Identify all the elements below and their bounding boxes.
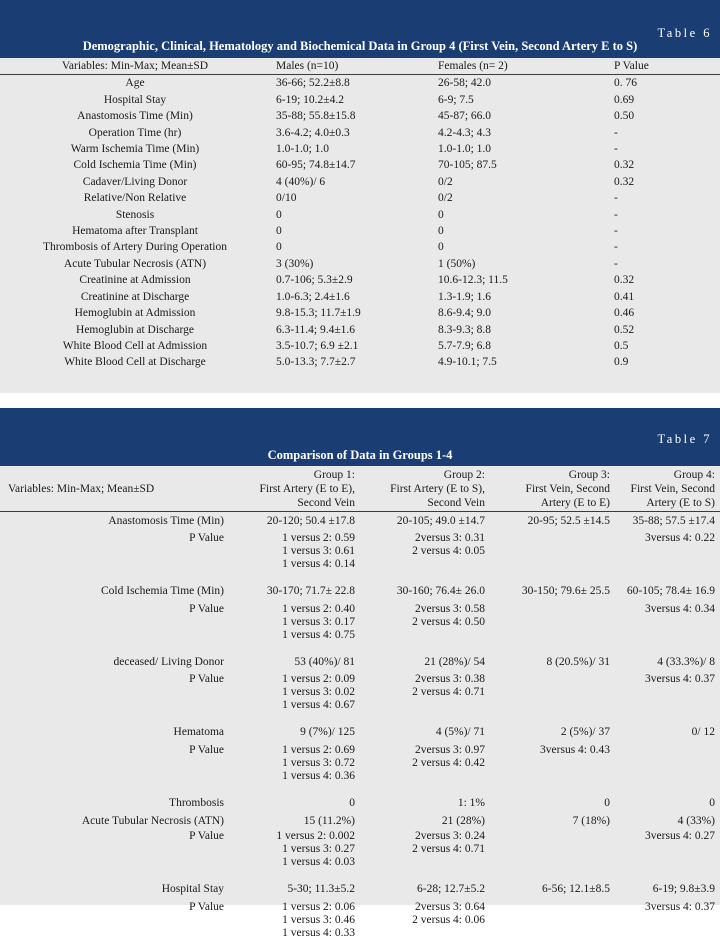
cell-line: 2 versus 4: 0.42: [412, 756, 485, 769]
table-row: [0, 322, 720, 338]
table-cell: [490, 829, 615, 880]
cell-line: 3versus 4: 0.37: [645, 673, 715, 686]
cell-line: 6-56; 12.1±8.5: [542, 883, 610, 896]
cell-line: 2 (5%)/ 37: [560, 726, 610, 739]
table-cell: [230, 531, 360, 582]
table-cell: 60-95; 74.8±14.7: [276, 159, 356, 172]
table-cell: [0, 653, 230, 672]
table-cell: -: [614, 241, 618, 254]
table-row: [0, 723, 720, 742]
table-cell: Relative/Non Relative: [83, 192, 187, 205]
table-cell: [0, 880, 230, 899]
cell-line: 3versus 4: 0.34: [645, 602, 715, 615]
table-cell: Stenosis: [115, 208, 155, 221]
table-cell: [615, 813, 720, 829]
table-cell: [490, 512, 615, 532]
cell-line: P Value: [189, 830, 224, 843]
table-cell: 9.8-15.3; 11.7±1.9: [276, 307, 361, 320]
table-cell: [230, 813, 360, 829]
table-cell: [230, 794, 360, 813]
table-cell: Acute Tubular Necrosis (ATN): [63, 257, 207, 270]
cell-line: 1 versus 3: 0.72: [282, 756, 355, 769]
table-6-header: [0, 0, 720, 58]
table-cell: Warm Ischemia Time (Min): [70, 143, 200, 156]
table-cell: [230, 672, 360, 723]
cell-line: 20-95; 52.5 ±14.5: [527, 515, 610, 527]
table-cell: 4.9-10.1; 7.5: [438, 356, 497, 369]
table-row: [0, 174, 720, 190]
cell-line: 2versus 3: 0.38: [415, 673, 485, 686]
cell-line: Hospital Stay: [161, 883, 224, 896]
cell-line: 0: [604, 796, 610, 809]
cell-line: P Value: [189, 673, 224, 686]
cell-line: Hematoma: [173, 726, 224, 739]
table-cell: [615, 582, 720, 601]
cell-line: 1 versus 2: 0.09: [282, 673, 355, 686]
table-row: [0, 141, 720, 157]
table-cell: 4.2-4.3; 4.3: [438, 126, 492, 139]
table-cell: 26-58; 42.0: [438, 77, 492, 90]
table-cell: [230, 602, 360, 653]
table-cell: [0, 813, 230, 829]
column-header-line: Group 3:: [568, 469, 610, 481]
cell-line: 2 versus 4: 0.05: [412, 545, 485, 558]
table-cell: [360, 582, 490, 601]
table-6-panel: [0, 0, 720, 393]
column-header-line: Group 1:: [313, 469, 355, 481]
column-header-line: Second Vein: [427, 497, 485, 509]
table-cell: 0.7-106; 5.3±2.9: [276, 274, 353, 287]
cell-line: 1: 1%: [457, 796, 485, 809]
table-cell: [490, 723, 615, 742]
table-row: [0, 305, 720, 321]
table-cell: -: [614, 126, 618, 139]
table-cell: [615, 829, 720, 880]
table-cell: [360, 602, 490, 653]
column-header: [230, 466, 360, 512]
table-cell: 0.5: [614, 339, 629, 352]
table-7-header: [0, 408, 720, 466]
table-row: [0, 813, 720, 829]
table-row: [0, 289, 720, 305]
table-6-body: [0, 75, 720, 371]
column-header-line: Second Vein: [297, 497, 355, 509]
table-row: [0, 207, 720, 223]
column-header-line: Artery (E to E): [540, 497, 610, 509]
table-cell: Creatinine at Discharge: [80, 290, 190, 303]
cell-line: 2 versus 4: 0.71: [412, 686, 485, 699]
table-cell: Cold Ischemia Time (Min): [73, 159, 197, 172]
table-cell: [0, 602, 230, 653]
cell-line: 30-160; 76.4± 26.0: [396, 585, 485, 598]
cell-line: 2 versus 4: 0.06: [412, 913, 485, 926]
cell-line: 53 (40%)/ 81: [294, 655, 355, 668]
table-cell: [490, 813, 615, 829]
table-cell: 36-66; 52.2±8.8: [276, 77, 350, 90]
cell-line: 8 (20.5%)/ 31: [546, 655, 610, 668]
cell-line: P Value: [189, 602, 224, 615]
table-6-header-row: [0, 58, 720, 75]
table-cell: [0, 512, 230, 532]
table-cell: 0: [438, 208, 444, 221]
cell-line: 3versus 4: 0.27: [645, 830, 715, 843]
column-header-line: Variables: Min-Max; Mean±SD: [8, 483, 155, 495]
table-cell: [615, 531, 720, 582]
cell-line: 3versus 4: 0.22: [645, 532, 715, 545]
table-cell: 0.32: [614, 159, 635, 172]
table-cell: 0: [438, 241, 444, 254]
table-cell: 6-19; 10.2±4.2: [276, 93, 344, 106]
table-cell: 1.0-1.0; 1.0: [276, 143, 330, 156]
table-cell: 0: [276, 241, 282, 254]
cell-line: 6-19; 9.8±3.9: [652, 883, 715, 896]
table-cell: [230, 582, 360, 601]
cell-line: 2versus 3: 0.97: [415, 743, 485, 756]
table-cell: [490, 880, 615, 899]
table-cell: [360, 794, 490, 813]
column-header-line: Group 4:: [673, 469, 715, 481]
table-cell: Operation Time (hr): [88, 126, 182, 139]
table-cell: [360, 900, 490, 951]
cell-line: 1 versus 4: 0.67: [282, 699, 355, 712]
table-cell: 0. 76: [614, 77, 637, 90]
table-cell: [615, 512, 720, 532]
table-cell: 8.6-9.4; 9.0: [438, 307, 492, 320]
column-header-line: First Artery (E to S),: [390, 483, 485, 495]
table-cell: 1.0-1.0; 1.0: [438, 143, 492, 156]
table-cell: [490, 531, 615, 582]
cell-line: 35-88; 57.5 ±17.4: [632, 515, 715, 527]
table-6-number: Table 6: [657, 26, 712, 40]
column-header: Males (n=10): [270, 58, 434, 75]
table-cell: White Blood Cell at Discharge: [64, 356, 206, 369]
table-row: [0, 223, 720, 239]
table-cell: 3.5-10.7; 6.9 ±2.1: [276, 339, 359, 352]
table-cell: 0/2: [438, 192, 453, 205]
table-7-title: Comparison of Data in Groups 1-4: [267, 448, 453, 462]
table-7-panel: [0, 408, 720, 939]
table-cell: [490, 743, 615, 794]
table-cell: -: [614, 257, 618, 270]
table-cell: 0: [438, 225, 444, 238]
table-cell: [230, 829, 360, 880]
cell-line: deceased/ Living Donor: [113, 655, 224, 668]
cell-line: 5-30; 11.3±5.2: [287, 883, 355, 896]
cell-line: 20-120; 50.4 ±17.8: [266, 515, 355, 527]
table-cell: [615, 900, 720, 951]
table-cell: [0, 672, 230, 723]
table-cell: [615, 672, 720, 723]
table-cell: 4 (40%)/ 6: [276, 175, 326, 188]
cell-line: P Value: [189, 532, 224, 545]
cell-line: 4 (33.3%)/ 8: [657, 655, 715, 668]
table-cell: [360, 672, 490, 723]
cell-line: 4 (5%)/ 71: [435, 726, 485, 739]
cell-line: 1 versus 4: 0.36: [282, 769, 355, 782]
table-row: [0, 653, 720, 672]
table-6-title: Demographic, Clinical, Hematology and Biochemical Data in Group 4 (First Vein, Second Artery E to S): [82, 39, 638, 53]
cell-line: 30-150; 79.6± 25.5: [521, 585, 610, 598]
cell-line: 1 versus 2: 0.06: [282, 900, 355, 913]
table-cell: Creatinine at Admission: [79, 274, 191, 287]
table-cell: 0.46: [614, 307, 635, 320]
table-cell: 45-87; 66.0: [438, 110, 492, 123]
table-7: [0, 466, 720, 951]
table-row: [0, 108, 720, 124]
table-cell: [0, 582, 230, 601]
table-cell: [360, 723, 490, 742]
cell-line: Anastomosis Time (Min): [108, 515, 224, 527]
table-cell: 10.6-12.3; 11.5: [438, 274, 508, 287]
table-7-number: Table 7: [657, 432, 712, 446]
cell-line: 21 (28%)/ 54: [424, 655, 485, 668]
table-cell: Age: [125, 77, 145, 90]
table-row: [0, 512, 720, 532]
column-header: [490, 466, 615, 512]
table-cell: [0, 900, 230, 951]
table-cell: [360, 743, 490, 794]
cell-line: 60-105; 78.4± 16.9: [626, 585, 715, 598]
cell-line: 1 versus 2: 0.59: [282, 532, 355, 545]
column-header: P Value: [608, 58, 720, 75]
column-header-line: First Vein, Second: [630, 483, 715, 495]
table-row: [0, 190, 720, 206]
table-cell: Hematoma after Transplant: [72, 225, 198, 238]
table-cell: [0, 829, 230, 880]
table-cell: [230, 653, 360, 672]
cell-line: 1 versus 3: 0.61: [282, 545, 355, 558]
column-header-line: Group 2:: [443, 469, 485, 481]
table-cell: [490, 582, 615, 601]
table-cell: 3 (30%): [276, 257, 314, 270]
cell-line: 0: [709, 796, 715, 809]
cell-line: P Value: [189, 743, 224, 756]
cell-line: 2versus 3: 0.31: [415, 532, 485, 545]
table-cell: 1.3-1.9; 1.6: [438, 290, 492, 303]
table-row: [0, 582, 720, 601]
table-cell: 0: [276, 208, 282, 221]
table-cell: 1 (50%): [438, 257, 476, 270]
table-cell: [230, 512, 360, 532]
column-header: [0, 466, 230, 512]
cell-line: 1 versus 4: 0.03: [282, 856, 355, 869]
table-row: [0, 794, 720, 813]
table-row: [0, 743, 720, 794]
table-cell: [230, 900, 360, 951]
table-7-body: [0, 512, 720, 951]
table-cell: Cadaver/Living Donor: [82, 175, 188, 188]
table-cell: -: [614, 143, 618, 156]
table-cell: [230, 880, 360, 899]
column-header: [360, 466, 490, 512]
table-cell: [615, 743, 720, 794]
table-row: [0, 900, 720, 951]
cell-line: P Value: [189, 900, 224, 913]
table-cell: 0: [276, 225, 282, 238]
table-cell: -: [614, 225, 618, 238]
table-cell: 5.7-7.9; 6.8: [438, 339, 492, 352]
cell-line: Cold Ischemia Time (Min): [101, 585, 224, 598]
table-cell: Thrombosis of Artery During Operation: [43, 241, 227, 254]
table-row: [0, 338, 720, 354]
table-row: [0, 92, 720, 108]
table-cell: 6.3-11.4; 9.4±1.6: [276, 323, 356, 336]
table-row: [0, 531, 720, 582]
cell-line: Acute Tubular Necrosis (ATN): [81, 815, 224, 828]
cell-line: 2 versus 4: 0.50: [412, 615, 485, 628]
table-cell: [490, 653, 615, 672]
table-row: [0, 672, 720, 723]
cell-line: 0/ 12: [691, 726, 715, 739]
table-6: [0, 58, 720, 371]
table-cell: [360, 880, 490, 899]
cell-line: 15 (11.2%): [303, 815, 355, 828]
table-cell: [230, 743, 360, 794]
table-cell: [615, 723, 720, 742]
table-cell: 5.0-13.3; 7.7±2.7: [276, 356, 356, 369]
table-cell: 0.32: [614, 175, 635, 188]
table-cell: 0.32: [614, 274, 635, 287]
table-cell: [360, 653, 490, 672]
table-cell: [615, 794, 720, 813]
cell-line: 1 versus 4: 0.75: [282, 628, 355, 641]
table-cell: Anastomosis Time (Min): [77, 110, 193, 123]
table-cell: Hemoglubin at Admission: [74, 307, 196, 320]
cell-line: 1 versus 2: 0.69: [282, 743, 355, 756]
table-cell: [490, 672, 615, 723]
cell-line: 1 versus 4: 0.33: [282, 926, 355, 939]
column-header-line: Artery (E to S): [646, 497, 715, 509]
cell-line: 21 (28%): [441, 815, 485, 828]
table-cell: 0/10: [276, 192, 297, 205]
table-cell: [0, 531, 230, 582]
table-cell: 3.6-4.2; 4.0±0.3: [276, 126, 350, 139]
table-cell: 0.52: [614, 323, 635, 336]
table-cell: [615, 653, 720, 672]
cell-line: 1 versus 3: 0.27: [282, 843, 355, 856]
table-row: [0, 602, 720, 653]
table-cell: 0.69: [614, 93, 635, 106]
table-cell: 0.9: [614, 356, 629, 369]
column-header-line: First Artery (E to E),: [259, 483, 355, 495]
cell-line: 30-170; 71.7± 22.8: [266, 585, 355, 598]
cell-line: 9 (7%)/ 125: [300, 726, 355, 739]
cell-line: 1 versus 4: 0.14: [282, 558, 355, 571]
table-row: [0, 75, 720, 92]
table-cell: 0/2: [438, 175, 453, 188]
cell-line: Thrombosis: [169, 796, 224, 809]
cell-line: 2versus 3: 0.64: [415, 900, 485, 913]
table-row: [0, 239, 720, 255]
table-row: [0, 256, 720, 272]
table-7-header-row: [0, 466, 720, 512]
table-cell: Hospital Stay: [103, 93, 167, 106]
column-header: Variables: Min-Max; Mean±SD: [0, 58, 270, 75]
cell-line: 20-105; 49.0 ±14.7: [396, 515, 485, 527]
table-cell: [490, 602, 615, 653]
table-cell: 6-9; 7.5: [438, 93, 474, 106]
table-cell: [360, 531, 490, 582]
table-cell: [490, 900, 615, 951]
cell-line: 1 versus 3: 0.17: [282, 615, 355, 628]
cell-line: 1 versus 3: 0.02: [282, 686, 355, 699]
table-cell: [360, 512, 490, 532]
cell-line: 2versus 3: 0.24: [415, 830, 485, 843]
cell-line: 6-28; 12.7±5.2: [417, 883, 485, 896]
table-row: [0, 272, 720, 288]
cell-line: 7 (18%): [572, 815, 610, 828]
column-header: [615, 466, 720, 512]
table-cell: [0, 794, 230, 813]
cell-line: 2 versus 4: 0.71: [412, 843, 485, 856]
cell-line: 3versus 4: 0.43: [540, 743, 610, 756]
cell-line: 1 versus 2: 0.002: [276, 830, 355, 843]
cell-line: 1 versus 3: 0.46: [282, 913, 355, 926]
cell-line: 1 versus 2: 0.40: [282, 602, 355, 615]
table-row: [0, 125, 720, 141]
table-cell: 8.3-9.3; 8.8: [438, 323, 492, 336]
table-cell: White Blood Cell at Admission: [62, 339, 208, 352]
cell-line: 0: [349, 796, 355, 809]
table-cell: [230, 723, 360, 742]
cell-line: 2versus 3: 0.58: [415, 602, 485, 615]
table-cell: [0, 723, 230, 742]
table-cell: 1.0-6.3; 2.4±1.6: [276, 290, 350, 303]
table-row: [0, 829, 720, 880]
table-cell: -: [614, 208, 618, 221]
table-cell: 0.41: [614, 290, 635, 303]
table-cell: [490, 794, 615, 813]
table-cell: [615, 880, 720, 899]
table-cell: [0, 743, 230, 794]
table-cell: [615, 602, 720, 653]
column-header: Females (n= 2): [434, 58, 608, 75]
table-cell: 35-88; 55.8±15.8: [276, 110, 356, 123]
table-row: [0, 354, 720, 370]
table-cell: 70-105; 87.5: [438, 159, 497, 172]
table-cell: -: [614, 192, 618, 205]
cell-line: 4 (33%): [677, 815, 715, 828]
column-header-line: First Vein, Second: [525, 483, 610, 495]
table-cell: Hemoglubin at Discharge: [76, 323, 194, 336]
table-row: [0, 157, 720, 173]
table-cell: 0.50: [614, 110, 635, 123]
table-cell: [360, 813, 490, 829]
table-cell: [360, 829, 490, 880]
table-row: [0, 880, 720, 899]
cell-line: 3versus 4: 0.37: [645, 900, 715, 913]
